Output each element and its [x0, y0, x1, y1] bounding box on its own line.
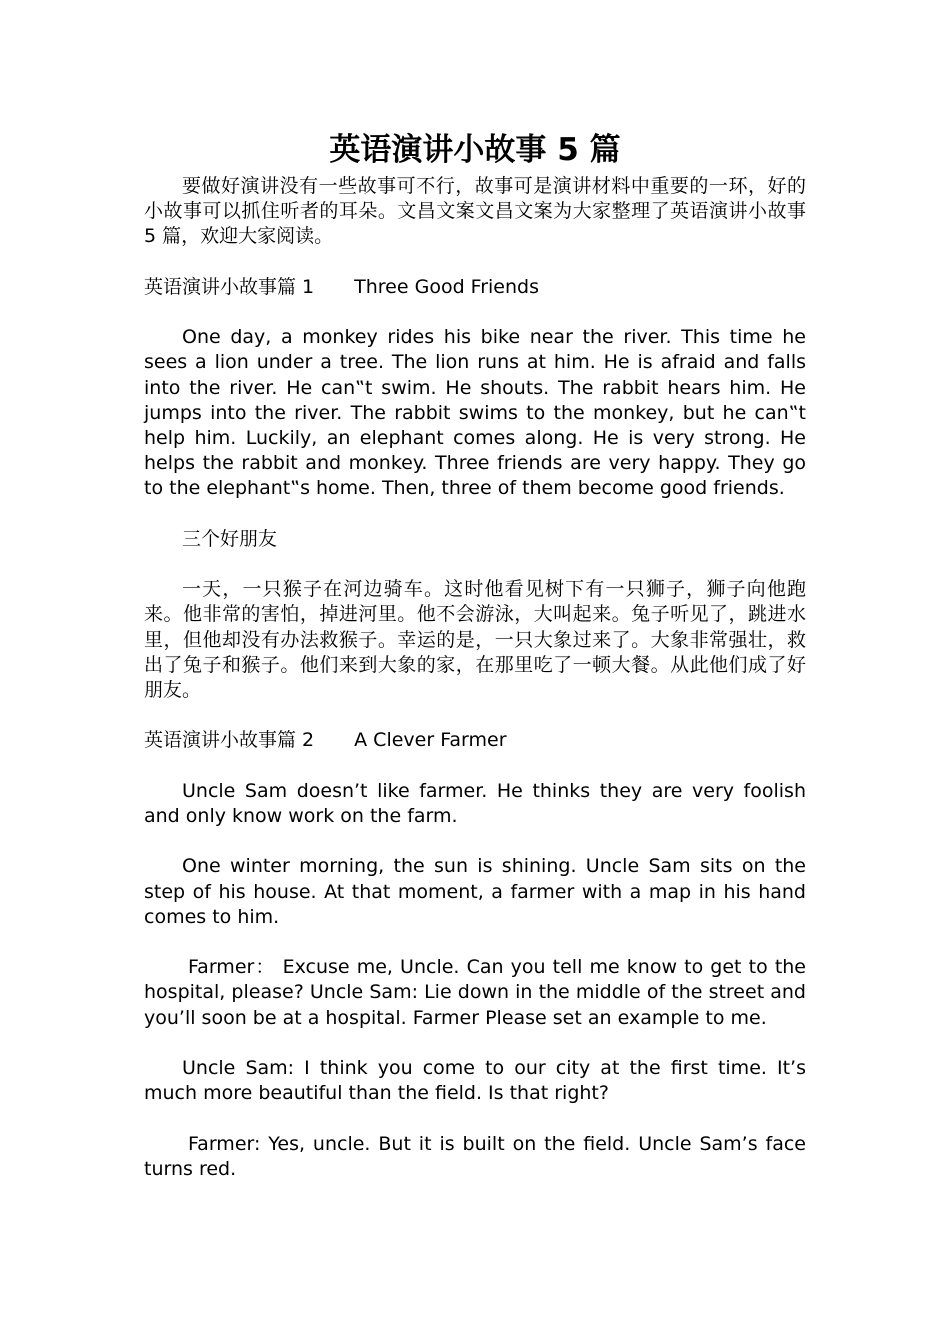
- story2-paragraph: Farmer: Yes, uncle. But it is built on the field. Uncle Sam’s face turns red.: [144, 1132, 806, 1180]
- spacer: [144, 754, 806, 779]
- story2-paragraph: One winter morning, the sun is shining. Uncle Sam sits on the step of his house. At that moment, a farmer with a map in his hand comes to him.: [144, 855, 806, 928]
- story1-chinese-subtitle: 三个好朋友: [182, 527, 278, 550]
- document-page: [144, 128, 806, 1182]
- story2-heading-en: A Clever Farmer: [354, 729, 507, 752]
- spacer: [144, 829, 806, 854]
- spacer: [144, 703, 806, 728]
- spacer: [144, 1106, 806, 1131]
- spacer: [144, 1031, 806, 1056]
- spacer: [144, 552, 806, 577]
- spacer: [144, 502, 806, 527]
- story1-english-body: One day, a monkey rides his bike near the river. This time he sees a lion under a tree. The lion runs at him. He is afraid and falls into the river. He can‟t swim. He shouts. The rabbit hears him. He jumps into the river. The rabbit swims to the monkey, but he can‟t help him. Luckily, an elephant comes along. He is very strong. He helps the rabbit and monkey. Three friends are very happy. They go to the elephant‟s home. Then, three of them become good friends.: [144, 326, 806, 500]
- story1-heading-cn: 英语演讲小故事篇 1: [144, 275, 315, 298]
- page-title: 英语演讲小故事 5 篇: [329, 132, 621, 168]
- spacer: [144, 250, 806, 275]
- story1-chinese-body: 一天，一只猴子在河边骑车。这时他看见树下有一只狮子，狮子向他跑来。他非常的害怕，掉进河里。他不会游泳，大叫起来。兔子听见了，跳进水里，但他却没有办法救猴子。幸运的是，一只大象过来了。大象非常强壮，救出了兔子和猴子。他们来到大象的家，在那里吃了一顿大餐。从此他们成了好朋友。: [144, 578, 806, 701]
- story1-heading: [144, 275, 806, 300]
- story2-heading-cn: 英语演讲小故事篇 2: [144, 729, 315, 752]
- intro-paragraph: 要做好演讲没有一些故事可不行，故事可是演讲材料中重要的一环，好的小故事可以抓住听者的耳朵。文昌文案文昌文案为大家整理了英语演讲小故事 5 篇，欢迎大家阅读。: [144, 175, 806, 248]
- story2-paragraph: Farmer： Excuse me, Uncle. Can you tell me know to get to the hospital, please? Uncle Sam: Lie down in the middle of the street and you’ll soon be at a hospital. Farmer Please set an example to me.: [144, 956, 806, 1029]
- spacer: [144, 300, 806, 325]
- story2-paragraph: Uncle Sam: I think you come to our city at the first time. It’s much more beautiful than the field. Is that right?: [144, 1056, 806, 1105]
- story2-paragraph: Uncle Sam doesn’t like farmer. He thinks they are very foolish and only know work on the farm.: [144, 779, 806, 827]
- spacer: [144, 930, 806, 955]
- story1-heading-en: Three Good Friends: [354, 275, 540, 298]
- story2-heading: [144, 728, 806, 753]
